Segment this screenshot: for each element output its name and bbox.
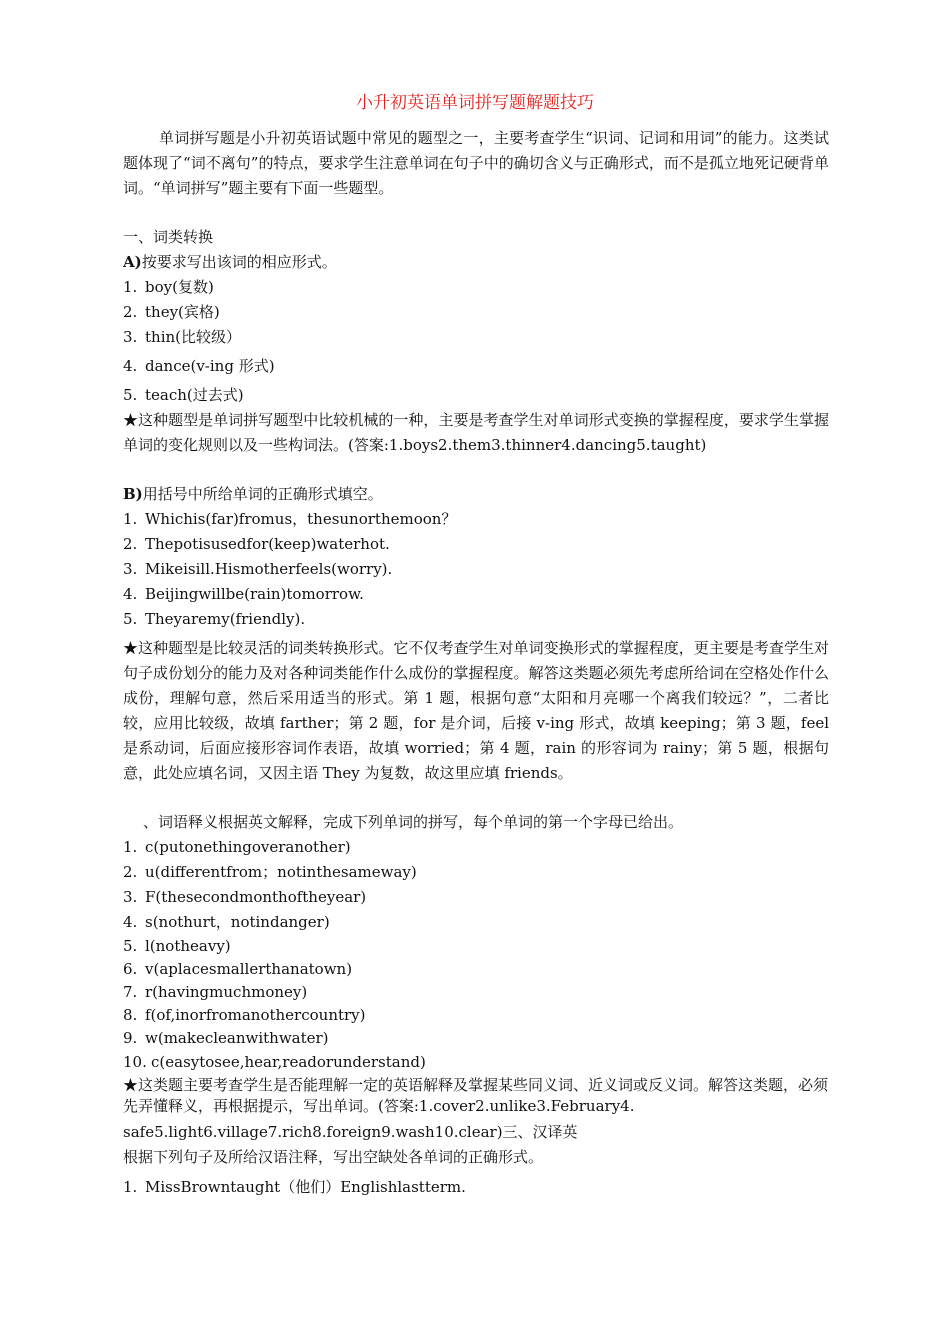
list-item	[123, 1004, 829, 1027]
list-item	[123, 910, 829, 935]
item-text: thin(比较级）	[145, 328, 241, 346]
item-number: 5.	[123, 610, 138, 628]
item-text: v(aplacesmallerthanatown)	[145, 960, 353, 978]
list-item	[123, 835, 829, 860]
item-text: they(宾格)	[145, 303, 220, 321]
list-item	[123, 981, 829, 1004]
item-number: 10.	[123, 1053, 147, 1071]
item-text: w(makecleanwithwater)	[145, 1029, 329, 1047]
partB-list	[123, 507, 829, 632]
spacer	[123, 786, 829, 810]
item-number: 3.	[123, 560, 138, 578]
item-text: dance(v-ing 形式)	[145, 357, 275, 375]
partB-instruction	[123, 482, 829, 507]
partB-note: ★这种题型是比较灵活的词类转换形式。它不仅考查学生对单词变换形式的掌握程度，更主要是考查学生对句子成份划分的能力及对各种词类能作什么成份的掌握程度。解答这类题必须先考虑所给词在空格处作什么成份，理解句意，然后采用适当的形式。第 1 题，根据句意“太阳和月亮哪一个离我们较远？”，二者比较，应用比较级，故填 farther；第 2 题，for 是介词，后接 v-ing 形式，故填 keeping；第 3 题，feel 是系动词，后面应接形容词作表语，故填 worried；第 4 题，rain 的形容词为 rainy；第 5 题，根据句意，此处应填名词，又因主语 They 为复数，故这里应填 friends。	[123, 639, 829, 782]
item-text: Mikeisill.Hismotherfeels(worry).	[145, 560, 393, 578]
list-item	[123, 958, 829, 981]
item-text: Thepotisusedfor(keep)waterhot.	[145, 535, 390, 553]
item-number: 1.	[123, 1178, 138, 1196]
section3-list	[123, 1175, 829, 1200]
partB-label: B)	[123, 485, 143, 503]
spacer	[123, 201, 829, 225]
section1-heading: 一、词类转换	[123, 228, 214, 246]
list-item	[123, 1175, 829, 1200]
item-text: Theyaremy(friendly).	[145, 610, 306, 628]
section2-note: ★这类题主要考查学生是否能理解一定的英语解释及掌握某些同义词、近义词或反义词。解答这类题，必须先弄懂释义，再根据提示，写出单词。(答案:1.cover2.unlike3.February4.	[123, 1076, 829, 1115]
item-text: r(havingmuchmoney)	[145, 983, 308, 1001]
list-item	[123, 1027, 829, 1050]
section3-instruction: 根据下列句子及所给汉语注释，写出空缺处各单词的正确形式。	[123, 1148, 544, 1166]
item-text: c(putonethingoveranother)	[145, 838, 351, 856]
item-number: 1.	[123, 278, 138, 296]
item-number: 5.	[123, 386, 138, 404]
list-item	[123, 507, 829, 532]
item-text: MissBrowntaught（他们）Englishlastterm.	[145, 1178, 466, 1196]
section2-note-continued: safe5.light6.village7.rich8.foreign9.wash10.clear)三、汉译英	[123, 1123, 578, 1141]
item-number: 5.	[123, 937, 138, 955]
item-text: c(easytosee,hear,readorunderstand)	[151, 1053, 426, 1071]
partB-instruction-text: 用括号中所给单词的正确形式填空。	[142, 485, 383, 503]
item-text: Whichis(far)fromus，thesunorthemoon？	[145, 510, 457, 528]
list-item	[123, 607, 829, 632]
list-item	[123, 557, 829, 582]
item-number: 3.	[123, 888, 138, 906]
item-number: 1.	[123, 838, 138, 856]
list-item	[123, 860, 829, 885]
list-item	[123, 300, 829, 325]
item-text: s(nothurt，notindanger)	[145, 913, 330, 931]
section2-heading: 、词语释义根据英文解释，完成下列单词的拼写，每个单词的第一个字母已给出。	[143, 813, 684, 831]
list-item	[123, 885, 829, 910]
item-text: F(thesecondmonthoftheyear)	[145, 888, 367, 906]
list-item	[123, 354, 829, 379]
item-text: u(differentfrom；notinthesameway)	[145, 863, 417, 881]
list-item	[123, 582, 829, 607]
section2-list	[123, 835, 829, 1075]
list-item	[123, 532, 829, 557]
list-item	[123, 383, 829, 408]
spacer	[123, 458, 829, 482]
item-text: f(of,inorfromanothercountry)	[145, 1006, 366, 1024]
list-item	[123, 325, 829, 350]
partA-list	[123, 275, 829, 408]
document-body	[123, 126, 829, 1200]
partA-label: A)	[123, 253, 142, 271]
list-item	[123, 935, 829, 958]
item-number: 2.	[123, 303, 138, 321]
item-number: 4.	[123, 585, 138, 603]
item-number: 8.	[123, 1006, 138, 1024]
item-number: 3.	[123, 328, 138, 346]
partA-note: ★这种题型是单词拼写题型中比较机械的一种，主要是考查学生对单词形式变换的掌握程度，要求学生掌握单词的变化规则以及一些构词法。(答案:1.boys2.them3.thinner4.dancing5.taught)	[123, 411, 829, 454]
page-title: 小升初英语单词拼写题解题技巧	[356, 93, 594, 113]
list-item	[123, 275, 829, 300]
item-number: 9.	[123, 1029, 138, 1047]
list-item	[123, 1050, 829, 1075]
item-text: Beijingwillbe(rain)tomorrow.	[145, 585, 364, 603]
partA-instruction-text: 按要求写出该词的相应形式。	[141, 253, 337, 271]
partA-instruction	[123, 250, 829, 275]
item-number: 1.	[123, 510, 138, 528]
item-number: 4.	[123, 357, 138, 375]
intro-paragraph: 单词拼写题是小升初英语试题中常见的题型之一，主要考查学生“识词、记词和用词”的能力。这类试题体现了“词不离句”的特点，要求学生注意单词在句子中的确切含义与正确形式，而不是孤立地死记硬背单词。“单词拼写”题主要有下面一些题型。	[123, 129, 829, 197]
item-number: 4.	[123, 913, 138, 931]
item-number: 7.	[123, 983, 138, 1001]
item-number: 2.	[123, 535, 138, 553]
item-text: teach(过去式)	[145, 386, 244, 404]
item-text: boy(复数)	[145, 278, 214, 296]
item-number: 6.	[123, 960, 138, 978]
item-text: l(notheavy)	[145, 937, 231, 955]
item-number: 2.	[123, 863, 138, 881]
